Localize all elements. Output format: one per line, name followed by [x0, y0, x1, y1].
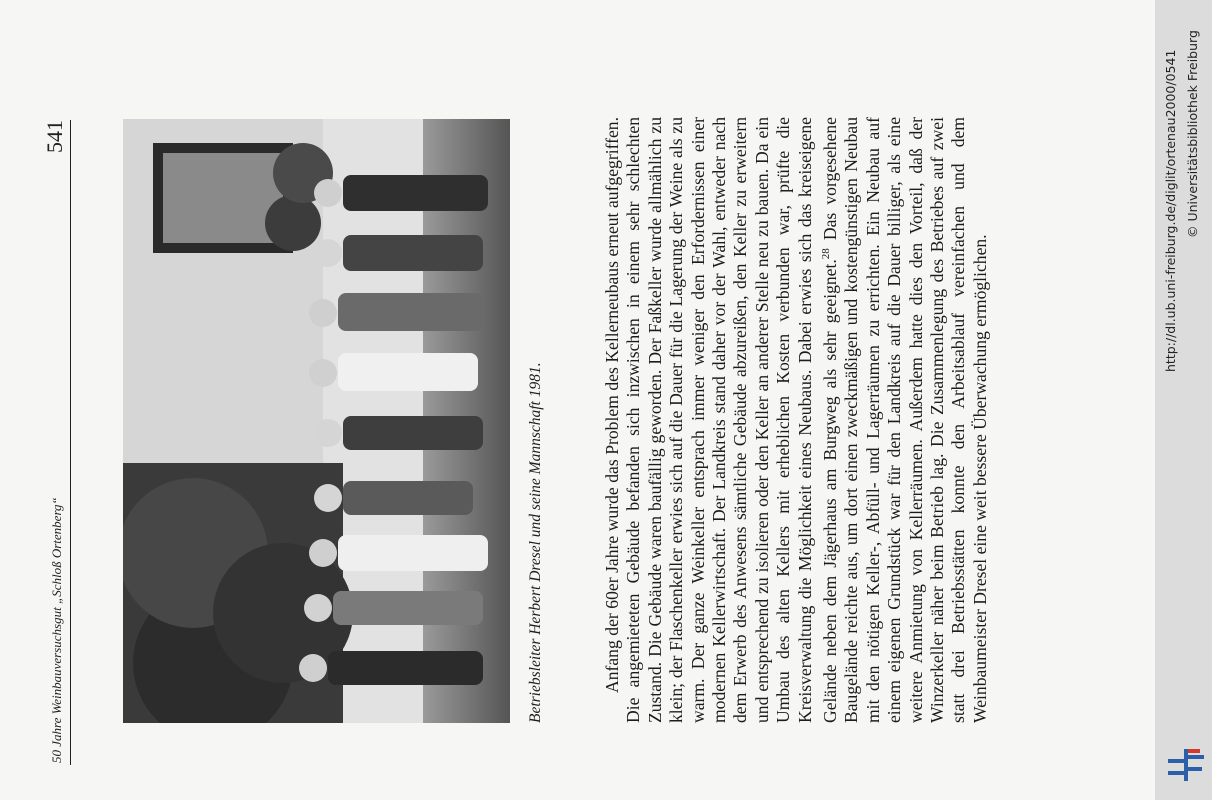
- library-logo-icon[interactable]: [1164, 745, 1206, 785]
- body-text: [602, 117, 991, 723]
- group-photo-illustration: [123, 119, 510, 723]
- rotated-page-content: [30, 65, 1150, 765]
- photo-caption: Betriebsleiter Herbert Dresel und seine Mannschaft 1981.: [527, 362, 544, 723]
- source-url-link[interactable]: http://dl.ub.uni-freiburg.de/diglit/ortenau2000/0541: [1163, 49, 1178, 372]
- body-paragraph: [602, 117, 991, 723]
- body-text-part-2: Das vorgesehene Baugelände reichte aus, um dort einen zweckmäßigen und kostengünstigen Neubau mit den nötigen Keller-, Abfüll- und Lagerräumen zu errichten. Ein Neubau auf einem eigenen Grundstück war für den Landkreis auf die Dauer billiger, als eine weitere Anmietung von Kellerräumen. Außerdem hatte dies den Vorteil, daß der Winzerkeller näher beim Betrieb lag. Die Zusammenlegung des Betriebes auf zwei statt drei Betriebsstätten konnte den Arbeitsablauf vereinfachen und dem Weinbaumeister Dresel eine weit bessere Überwachung ermöglichen.: [819, 117, 990, 723]
- viewer-sidebar: [1155, 0, 1212, 800]
- body-text-part-1: Anfang der 60er Jahre wurde das Problem des Kellerneubaus erneut aufgegriffen. Die angemieteten Gebäude befanden sich inzwischen in einem sehr schlechten Zustand. Die Gebäude waren baufällig geworden. Der Faßkeller wurde allmählich zu klein; der Flaschenkeller erwies sich auf die Dauer für die Lagerung der Weine als zu warm. Der ganze Weinkeller entsprach immer weniger den Erfordernissen einer modernen Kellerwirtschaft. Der Landkreis stand daher vor der Wahl, entweder nach dem Erwerb des Anwesens sämtliche Gebäude abzureißen, den Keller zu erweitern und entsprechend zu isolieren oder den Keller an anderer Stelle neu zu bauen. Da ein Umbau des alten Kellers mit erheblichen Kosten verbunden war, prüfte die Kreisverwaltung die Möglichkeit eines Neubaus. Dabei erwies sich das kreiseigene Gelände neben dem Jägerhaus am Burgweg als sehr geeignet.: [602, 117, 840, 723]
- header-title: 50 Jahre Weinbauversuchsgut „Schloß Ortenberg“: [49, 497, 64, 763]
- footnote-reference[interactable]: 28: [820, 248, 833, 260]
- running-header: [30, 120, 71, 765]
- copyright-notice: © Universitätsbibliothek Freiburg: [1185, 30, 1200, 238]
- page-number: 541: [42, 120, 67, 153]
- group-photo: [123, 119, 510, 723]
